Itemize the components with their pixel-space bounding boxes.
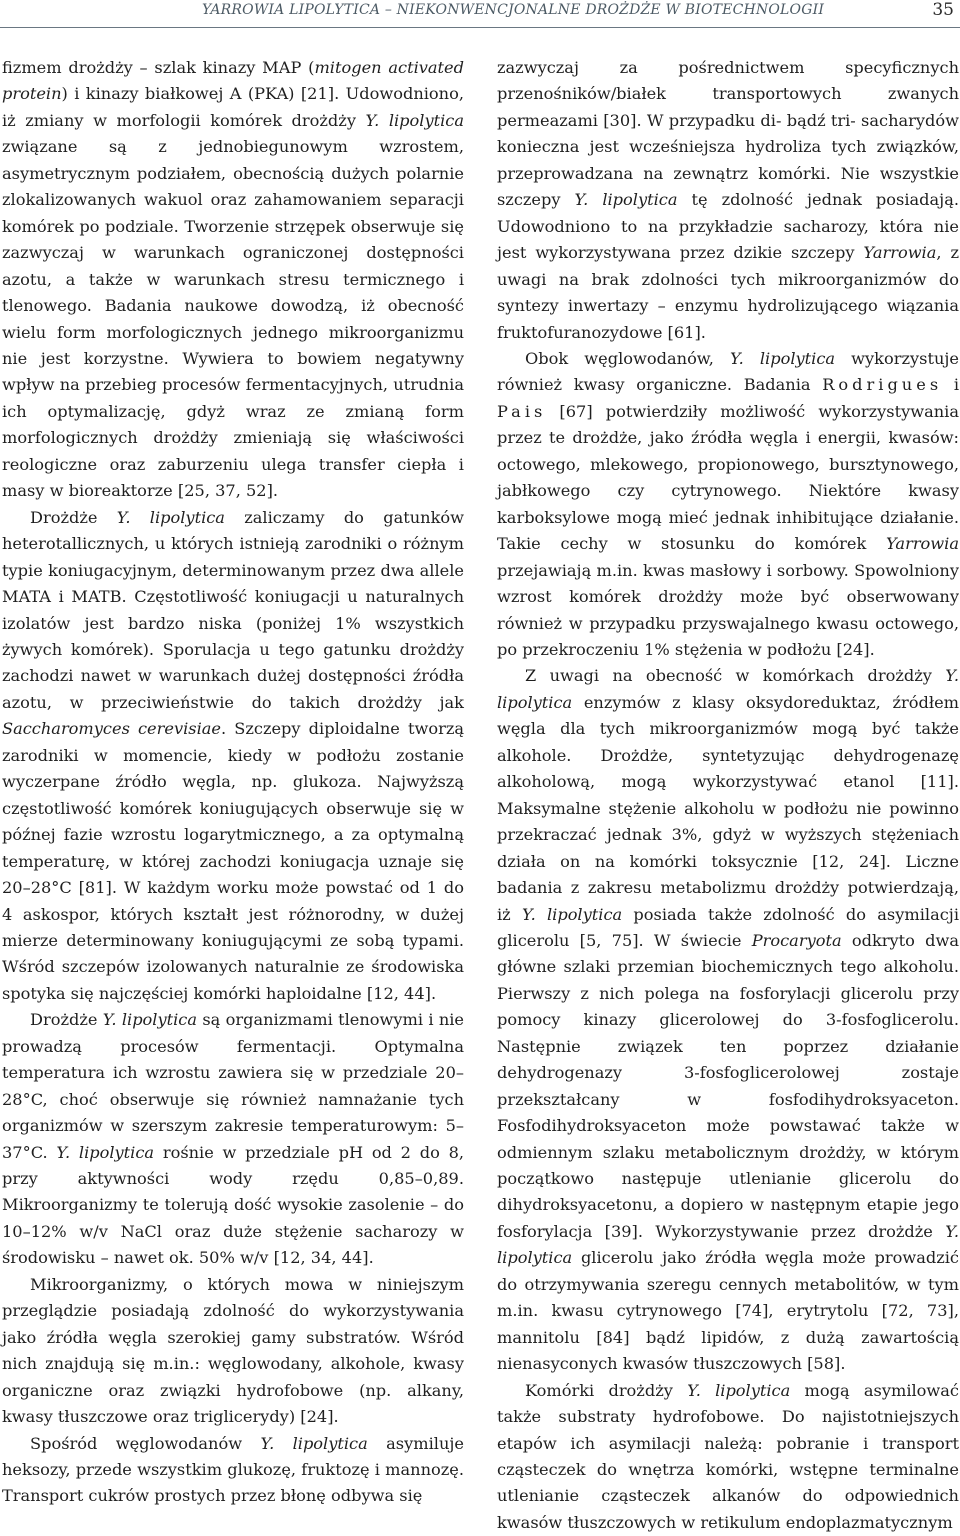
left-paragraph-3: Drożdże Y. lipolytica są organizmami tlenowymi i nie prowadzą procesów fermentacji. Optymalna temperatura ich wzrostu zawiera się w przedziale 20–28°C, choć obserwuje się również namnażanie tych organizmów w szerszym zakresie temperaturowym: 5–37°C. Y. lipolytica rośnie w przedziale pH od 2 do 8, przy aktywności wody rzędu 0,85–0,89. Mikroorganizmy te tolerują dość wysokie zasolenie – do 10–12% w/v NaCl oraz duże stężenie sacharozy w środowisku – nawet ok. 50% w/v [12, 34, 44]. bbox=[2, 1010, 465, 1268]
left-column bbox=[2, 55, 464, 1510]
left-paragraph-5: Spośród węglowodanów Y. lipolytica asymiluje heksozy, przede wszystkim glukozę, fruktozę i mannozę. Transport cukrów prostych przez błonę odbywa się bbox=[2, 1433, 464, 1506]
left-paragraph-1: fizmem drożdży – szlak kinazy MAP (mitogen activated protein) i kinazy białkowej A (PKA) [21]. Udowodniono, iż zmiany w morfologii komórek drożdży Y. lipolytica związane są z jednobiegunowym wzrostem, asymetrycznym podziałem, obecnością dużych polarnie zlokalizowanych wakuol oraz zahamowaniem separacji komórek po podziale. Tworzenie strzępek obserwuje się zazwyczaj w warunkach ograniczonej dostępności azotu, a także w warunkach stresu termicznego i tlenowego. Badania naukowe dowodzą, iż obecność wielu form morfologicznych jednego mikroorganizmu nie jest korzystne. Wywiera to bowiem negatywny wpływ na przebieg procesów fermentacyjnych, utrudnia ich optymalizację, gdyż wraz ze zmianą form morfologicznych drożdży zmieniają się właściwości reologiczne oraz zaburzeniu ulega transfer ciepła i masy w bioreaktorze [25, 37, 52]. bbox=[2, 58, 465, 501]
right-paragraph-1: zazwyczaj za pośrednictwem specyficznych przenośników/białek transportowych zwanych permeazami [30]. W przypadku di- bądź tri- sacharydów konieczna jest wcześniejsza hydroliza tych związków, przeprowadzana na zewnątrz komórki. Nie wszystkie szczepy Y. lipolytica tę zdolność jednak posiadają. Udowodniono to na przykładzie sacharozy, która nie jest wykorzystywana przez dzikie szczepy Yarrowia, z uwagi na brak zdolności tych mikroorganizmów do syntezy inwertazy – enzymu hydrolizującego wiązania fruktofuranozydowe [61]. bbox=[497, 58, 959, 342]
page-number: 35 bbox=[932, 0, 954, 20]
right-paragraph-4: Komórki drożdży Y. lipolytica mogą asymilować także substraty hydrofobowe. Do najistotniejszych etapów ich asymilacji należą: pobranie i transport cząsteczek do wnętrza komórki, wstępne terminalne utlenianie cząsteczek alkanów do odpowiednich kwasów tłuszczowych w retikulum endoplazmatycznym bbox=[497, 1380, 959, 1532]
right-column bbox=[497, 55, 959, 1536]
right-paragraph-2: Obok węglowodanów, Y. lipolytica wykorzystuje również kwasy organiczne. Badania Rodrigues i Pais [67] potwierdziły możliwość wykorzystywania przez te drożdże, jako źródła węgla i energii, kwasów: octowego, mlekowego, propionowego, bursztynowego, jabłkowego czy cytrynowego. Niektóre kwasy karboksylowe mogą mieć jednak inhibitujące działanie. Takie cechy w stosunku do komórek Yarrowia przejawiają m.in. kwas masłowy i sorbowy. Spowolniony wzrost komórek drożdży może być obserwowany również w przypadku przyswajalnego kwasu octowego, po przekroczeniu 1% stężenia w podłożu [24]. bbox=[497, 348, 959, 659]
page-header bbox=[0, 0, 960, 36]
left-paragraph-2: Drożdże Y. lipolytica zaliczamy do gatunków heterotallicznych, u których istnieją zarodniki o różnym typie koniugacyjnym, determinowanym przez dwa allele MATA i MATB. Częstotliwość koniugacji u naturalnych izolatów jest bardzo niska (poniżej 1% wszystkich żywych komórek). Sporulacja u tego gatunku drożdży zachodzi nawet w warunkach dużej dostępności źródła azotu, w przeciwieństwie do takich drożdży jak Saccharomyces cerevisiae. Szczepy diploidalne tworzą zarodniki w momencie, kiedy w podłożu zostanie wyczerpane źródło węgla, np. glukoza. Najwyższą częstotliwość komórek koniugujących obserwuje się w późnej fazie wzrostu logarytmicznego, a za optymalną temperaturę, w której zachodzi koniugacja uznaje się 20–28°C [81]. W każdym worku może powstać od 1 do 4 askospor, których kształt jest różnorodny, w dużej mierze determinowany koniugującymi ze sobą typami. Wśród szczepów izolowanych naturalnie ze środowiska spotyka się najczęściej komórki haploidalne [12, 44]. bbox=[2, 507, 464, 1003]
running-head: YARROWIA LIPOLYTICA – NIEKONWENCJONALNE DROŻDŻE W BIOTECHNOLOGII bbox=[202, 2, 825, 18]
left-paragraph-4: Mikroorganizmy, o których mowa w niniejszym przeglądzie posiadają zdolność do wykorzystywania jako źródła węgla szerokiej gamy substratów. Wśród nich znajdują się m.in.: węglowodany, alkohole, kwasy organiczne oraz związki hydrofobowe (np. alkany, kwasy tłuszczowe oraz triglicerydy) [24]. bbox=[2, 1274, 464, 1427]
header-rule bbox=[0, 27, 960, 28]
right-paragraph-3: Z uwagi na obecność w komórkach drożdży Y. lipolytica enzymów z klasy oksydoreduktaz, źródłem węgla dla tych mikroorganizmów mogą być także alkohole. Drożdże, syntetyzując dehydrogenazę alkoholową, mogą wykorzystywać etanol [11]. Maksymalne stężenie alkoholu w podłożu nie powinno przekraczać jednak 3%, gdyż w wyższych stężeniach działa on na komórki toksycznie [12, 24]. Liczne badania z zakresu metabolizmu drożdży potwierdzają, iż Y. lipolytica posiada także zdolność do asymilacji glicerolu [5, 75]. W świecie Procaryota odkryto dwa główne szlaki przemian biochemicznych tego alkoholu. Pierwszy z nich polega na fosforylacji glicerolu przy pomocy kinazy glicerolowej do 3-fosfoglicerolu. Następnie związek ten poprzez działanie dehydrogenazy 3-fosfoglicerolowej zostaje przekształcany w fosfodihydroksyaceton. Fosfodihydroksyaceton może powstawać także w odmiennym szlaku metabolicznym drożdży, w którym początkowo następuje utlenianie glicerolu do dihydroksyacetonu, a dopiero w następnym etapie jego fosforylacja [39]. Wykorzystywanie przez drożdże Y. lipolytica glicerolu jako źródła węgla może prowadzić do otrzymywania szeregu cennych metabolitów, w tym m.in. kwasu cytrynowego [74], erytrytolu [72, 73], mannitolu [84] bądź lipidów, z dużą zawartością nienasyconych kwasów tłuszczowych [58]. bbox=[497, 666, 959, 1374]
